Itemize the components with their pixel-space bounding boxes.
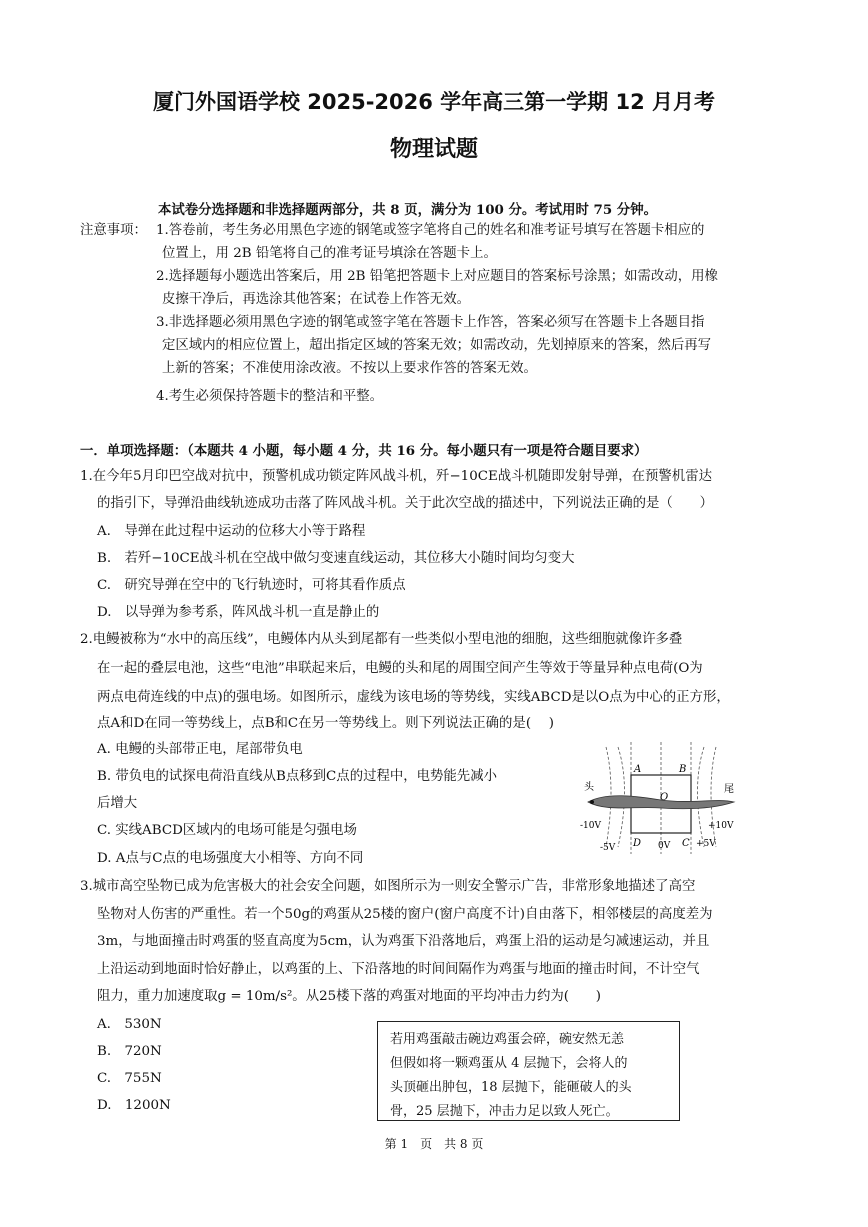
label-v-plus5: +5V [696,839,716,849]
notes-line: 皮擦干净后，再选涂其他答案；在试卷上作答无效。 [162,292,470,307]
question-3-line: 3m，与地面撞击时鸡蛋的竖直高度为5cm，认为鸡蛋下沿落地后，鸡蛋上沿的运动是匀减速运动，并且 [97,934,710,949]
question-2-option-c: C. 实线ABCD区域内的电场可能是匀强电场 [97,823,357,838]
question-1-option-d: D. 以导弹为参考系，阵风战斗机一直是静止的 [97,605,380,620]
notes-line: 4.考生必须保持答题卡的整洁和平整。 [156,389,384,404]
question-3-line: 上沿运动到地面时恰好静止，以鸡蛋的上、下沿落地的时间间隔作为鸡蛋与地面的撞击时间，不计空气 [97,962,700,977]
question-3-option-c: C. 755N [97,1071,162,1086]
notes-line: 2.选择题每小题选出答案后，用 2B 铅笔把答题卡上对应题目的答案标号涂黑；如需改动，用橡 [156,269,718,284]
question-2-line: 在一起的叠层电池，这些“电池”串联起来后，电鳗的头和尾的周围空间产生等效于等量异种点电荷(O为 [97,661,703,676]
label-a: A [634,764,642,775]
label-v-minus10: -10V [580,821,601,831]
section-heading: 一．单项选择题：（本题共 4 小题，每小题 4 分，共 16 分。每小题只有一项是符合题目要求） [80,443,648,459]
page-footer: 第 1 页 共 8 页 [384,1137,484,1151]
label-v-plus10: +10V [708,821,734,831]
question-1-option-a: A. 导弹在此过程中运动的位移大小等于路程 [97,524,366,539]
label-o: O [660,792,669,803]
warning-line: 但假如将一颗鸡蛋从 4 层抛下，会将人的 [390,1056,628,1071]
safety-warning-box [377,1021,680,1121]
question-3-option-a: A. 530N [97,1017,162,1032]
question-2-option-d: D. A点与C点的电场强度大小相等、方向不同 [97,851,364,866]
label-d: D [633,838,642,849]
notes-line: 上新的答案；不准使用涂改液。不按以上要求作答的答案无效。 [162,361,537,376]
question-3-line: 3.城市高空坠物已成为危害极大的社会安全问题，如图所示为一则安全警示广告，非常形象地描述了高空 [80,879,696,894]
question-3-line: 阻力，重力加速度取g = 10m/s²。从25楼下落的鸡蛋对地面的平均冲击力约为( ) [97,989,601,1004]
label-tail: 尾 [724,784,734,795]
question-3-option-b: B. 720N [97,1044,162,1059]
warning-line: 骨，25 层抛下，冲击力足以致人死亡。 [390,1104,619,1119]
label-c: C [682,838,690,849]
label-v-minus5: -5V [600,843,616,853]
warning-line: 若用鸡蛋敲击碗边鸡蛋会碎，碗安然无恙 [390,1032,625,1047]
notes-line: 位置上，用 2B 铅笔将自己的准考证号填涂在答题卡上。 [162,246,497,261]
notes-line: 3.非选择题必须用黑色字迹的钢笔或签字笔在答题卡上作答，答案必须写在答题卡上各题目指 [156,315,705,330]
question-2-option-a: A. 电鳗的头部带正电，尾部带负电 [97,742,303,757]
exam-intro: 本试卷分选择题和非选择题两部分，共 8 页，满分为 100 分。考试用时 75 分钟。 [158,202,657,218]
question-2-option-b-cont: 后增大 [97,796,138,811]
question-1-line: 1.在今年5月印巴空战对抗中，预警机成功锁定阵风战斗机，歼−10CE战斗机随即发射导弹，在预警机雷达 [80,469,712,484]
question-2-option-b: B. 带负电的试探电荷沿直线从B点移到C点的过程中，电势能先减小 [97,769,497,784]
question-1-option-c: C. 研究导弹在空中的飞行轨迹时，可将其看作质点 [97,578,406,593]
notes-label: 注意事项： [80,223,147,238]
label-v-zero: 0V [658,841,671,851]
question-2-line: 2.电鳗被称为“水中的高压线”，电鳗体内从头到尾都有一些类似小型电池的细胞，这些细胞就像许多叠 [80,632,683,647]
question-2-line: 两点电荷连线的中点)的强电场。如图所示，虚线为该电场的等势线，实线ABCD是以O点为中心的正方形， [97,690,730,705]
exam-title: 厦门外国语学校 2025-2026 学年高三第一学期 12 月月考 [152,90,716,114]
electric-eel-figure [576,742,746,857]
label-b: B [679,764,687,775]
question-1-line: 的指引下，导弹沿曲线轨迹成功击落了阵风战斗机。关于此次空战的描述中，下列说法正确的是（ ） [97,496,713,511]
question-3-option-d: D. 1200N [97,1098,171,1113]
question-1-option-b: B. 若歼−10CE战斗机在空战中做匀变速直线运动，其位移大小随时间均匀变大 [97,551,575,566]
label-head: 头 [584,782,594,793]
warning-line: 头顶砸出肿包，18 层抛下，能砸破人的头 [390,1080,632,1095]
notes-line: 定区域内的相应位置上，超出指定区域的答案无效；如需改动，先划掉原来的答案，然后再写 [162,338,712,353]
notes-line: 1.答卷前，考生务必用黑色字迹的钢笔或签字笔将自己的姓名和准考证号填写在答题卡相应的 [156,223,705,238]
question-2-line: 点A和D在同一等势线上，点B和C在另一等势线上。则下列说法正确的是( ) [97,716,554,731]
exam-subtitle: 物理试题 [389,137,478,162]
question-3-line: 坠物对人伤害的严重性。若一个50g的鸡蛋从25楼的窗户(窗户高度不计)自由落下，相邻楼层的高度差为 [97,907,713,922]
